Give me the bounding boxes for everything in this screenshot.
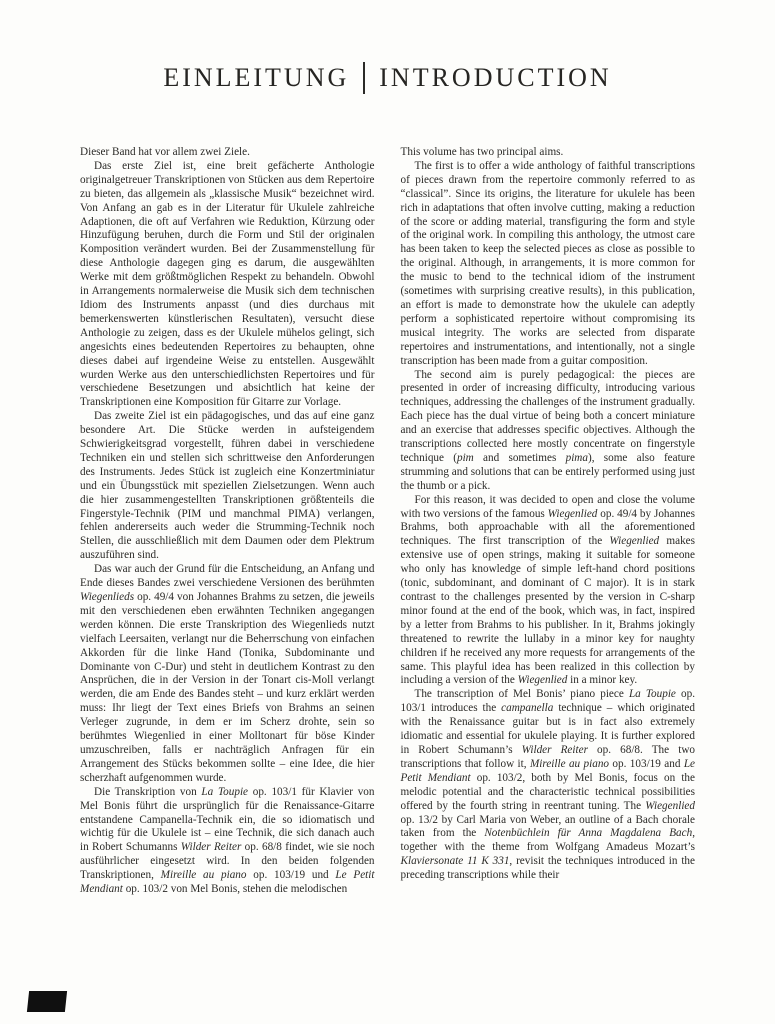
paragraph: Das war auch der Grund für die Entscheidung, an Anfang und Ende dieses Bandes zwei verschiedene Versionen des berühmten Wiegenlieds op. 49/4 von Johannes Brahms zu setzen, die jeweils mit den verschiedenen eben erwähnten Techniken angegangen werden können. Die erste Transkription des Wiegenlieds nutzt vielfach Leersaiten, verlangt nur die Beherrschung von einfachen Akkorden für die linke Hand (Tonika, Subdominante und Dominante von C-Dur) und steht in deutlichem Kontrast zu den Ansprüchen, die in der Version in der Tonart cis-Moll verlangt werden, die am Ende des Bandes steht – und kurz erklärt werden muss: Ihr liegt der Text eines Briefs von Brahms an seinen Verleger zugrunde, in dem er im Scherz drohte, sein so berühmtes Wiegenlied in einer Molltonart für böse Kinder umzuschreiben, falls er nachträglich Anfragen für ein Arrangement des Stücks bekommen sollte – eine Idee, die hier scherzhaft aufgenommen wurde. bbox=[80, 563, 375, 784]
page-title bbox=[0, 0, 775, 94]
paragraph: Dieser Band hat vor allem zwei Ziele. bbox=[80, 146, 250, 158]
page-corner-mark bbox=[27, 991, 67, 1012]
german-column bbox=[80, 146, 375, 897]
paragraph: This volume has two principal aims. bbox=[400, 146, 564, 158]
paragraph: The transcription of Mel Bonis’ piano piece La Toupie op. 103/1 introduces the campanella technique – which originated with the Renaissance guitar but is in fact also extremely idiomatic and essential for ukulele playing. It is further explored in Robert Schumann’s Wilder Reiter op. 68/8. The two transcriptions that follow it, Mireille au piano op. 103/19 and Le Petit Mendiant op. 103/2, both by Mel Bonis, focus on the melodic potential and the characteristic technical possibilities offered by the fourth string in reentrant tuning. The Wiegenlied op. 13/2 by Carl Maria von Weber, an outline of a Bach chorale taken from the Notenbüchlein für Anna Magdalena Bach, together with the theme from Wolfgang Amadeus Mozart’s Klaviersonate 11 K 331, revisit the techniques introduced in the preceding transcriptions while their bbox=[400, 688, 695, 882]
english-column bbox=[401, 146, 696, 897]
two-column-text bbox=[0, 146, 775, 897]
title-english: INTRODUCTION bbox=[379, 63, 612, 92]
title-german: EINLEITUNG bbox=[163, 63, 350, 92]
title-divider bbox=[363, 62, 365, 94]
paragraph: The second aim is purely pedagogical: the pieces are presented in order of increasing difficulty, introducing various techniques, addressing the challenges of the instrument gradually. Each piece has the dual virtue of being both a concert miniature and an exercise that addresses specific objectives. Although the transcriptions collected here mostly concentrate on fingerstyle technique (pim and sometimes pima), some also feature strumming and solutions that can be entirely performed using just the thumb or a pick. bbox=[400, 368, 695, 492]
paragraph: Das erste Ziel ist, eine breit gefächerte Anthologie originalgetreuer Transkriptionen von Stücken aus dem Repertoire zu bieten, das allgemein als „klassische Musik“ bezeichnet wird. Von Anfang an gab es in der Literatur für Ukulele zahlreiche Adaptionen, die oft auf Verfahren wie Reduktion, Kürzung oder Hinzufügung beruhen, durch die Form und Stil der originalen Komposition verändert wurden. Bei der Zusammenstellung für diese Anthologie dagegen ging es darum, die ausgewählten Werke mit dem größtmöglichen Respekt zu behandeln. Obwohl in Arrangements normalerweise die Musik sich dem technischen Idiom des Instruments anpasst (und dies durchaus mit bemerkenswerten künstlerischen Resultaten), versucht diese Anthologie zu zeigen, dass es der Ukulele mühelos gelingt, sich angesichts eines bedeutenden Repertoires zu behaupten, ohne dieses dabei auf irgendeine Weise zu entstellen. Ausgewählt wurden Werke aus den unterschiedlichsten Repertoires und für verschiedene Besetzungen und absichtlich hat keine der Transkriptionen eine Komposition für Gitarre zur Vorlage. bbox=[80, 159, 375, 409]
paragraph: Die Transkription von La Toupie op. 103/1 für Klavier von Mel Bonis führt die ursprünglich für die Renaissance-Gitarre entstandene Campanella-Technik ein, die so idiomatisch und wichtig für die Ukulele ist – eine Technik, die sich danach auch in Robert Schumanns Wilder Reiter op. 68/8 findet, wie sie noch ausführlicher eingesetzt wird. In den beiden folgenden Transkriptionen, Mireille au piano op. 103/19 und Le Petit Mendiant op. 103/2 von Mel Bonis, stehen die melodischen bbox=[80, 785, 375, 896]
paragraph: The first is to offer a wide anthology of faithful transcriptions of pieces drawn from the repertoire commonly referred to as “classical”. Since its origins, the literature for ukulele has been rich in adaptations that often involve cutting, making a reduction of the score or adding material, transfiguring the form and style of the original work. In compiling this anthology, the utmost care has been taken to keep the selected pieces as close as possible to the original. Although, in arrangements, it is more common for the music to bend to the technical idiom of the instrument (sometimes with surprising creative results), in this publication, an effort is made to demonstrate how the ukulele can adeptly perform a sophisticated repertoire without compromising its musical integrity. The works are selected from disparate repertoires and instrumentations, and intentionally, not a single transcription has been made from a guitar composition. bbox=[400, 159, 695, 367]
paragraph: Das zweite Ziel ist ein pädagogisches, und das auf eine ganz besondere Art. Die Stücke werden in aufsteigendem Schwierigkeitsgrad vorgestellt, führen dabei in verschiedene Techniken ein und stellen sich schrittweise den Anforderungen des Instruments. Jedes Stück ist zugleich eine Konzertminiatur und ein Übungsstück mit speziellen Zielsetzungen. Wenn auch die hier zusammengestellten Transkriptionen größtenteils die Fingerstyle-Technik (PIM und manchmal PIMA) verlangen, fehlen andererseits auch weder die Strumming-Technik noch Stellen, die ausschließlich mit dem Daumen oder dem Plektrum auszuführen sind. bbox=[80, 410, 375, 562]
paragraph: For this reason, it was decided to open and close the volume with two versions of the famous Wiegenlied op. 49/4 by Johannes Brahms, both approachable with all the aforementioned techniques. The first transcription of the Wiegenlied makes extensive use of open strings, making it suitable for someone who only has knowledge of simple left-hand chord positions (tonic, subdominant, and dominant of C major). It is in stark contrast to the challenges presented by the version in C-sharp minor found at the end of the book, which was, in fact, inspired by a letter from Brahms to his publisher. In it, Brahms jokingly threatened to rewrite the lullaby in a minor key for naughty children if he received any more requests for arrangements of the same. This playful idea has been realized in this collection by including a version of the Wiegenlied in a minor key. bbox=[400, 493, 695, 687]
